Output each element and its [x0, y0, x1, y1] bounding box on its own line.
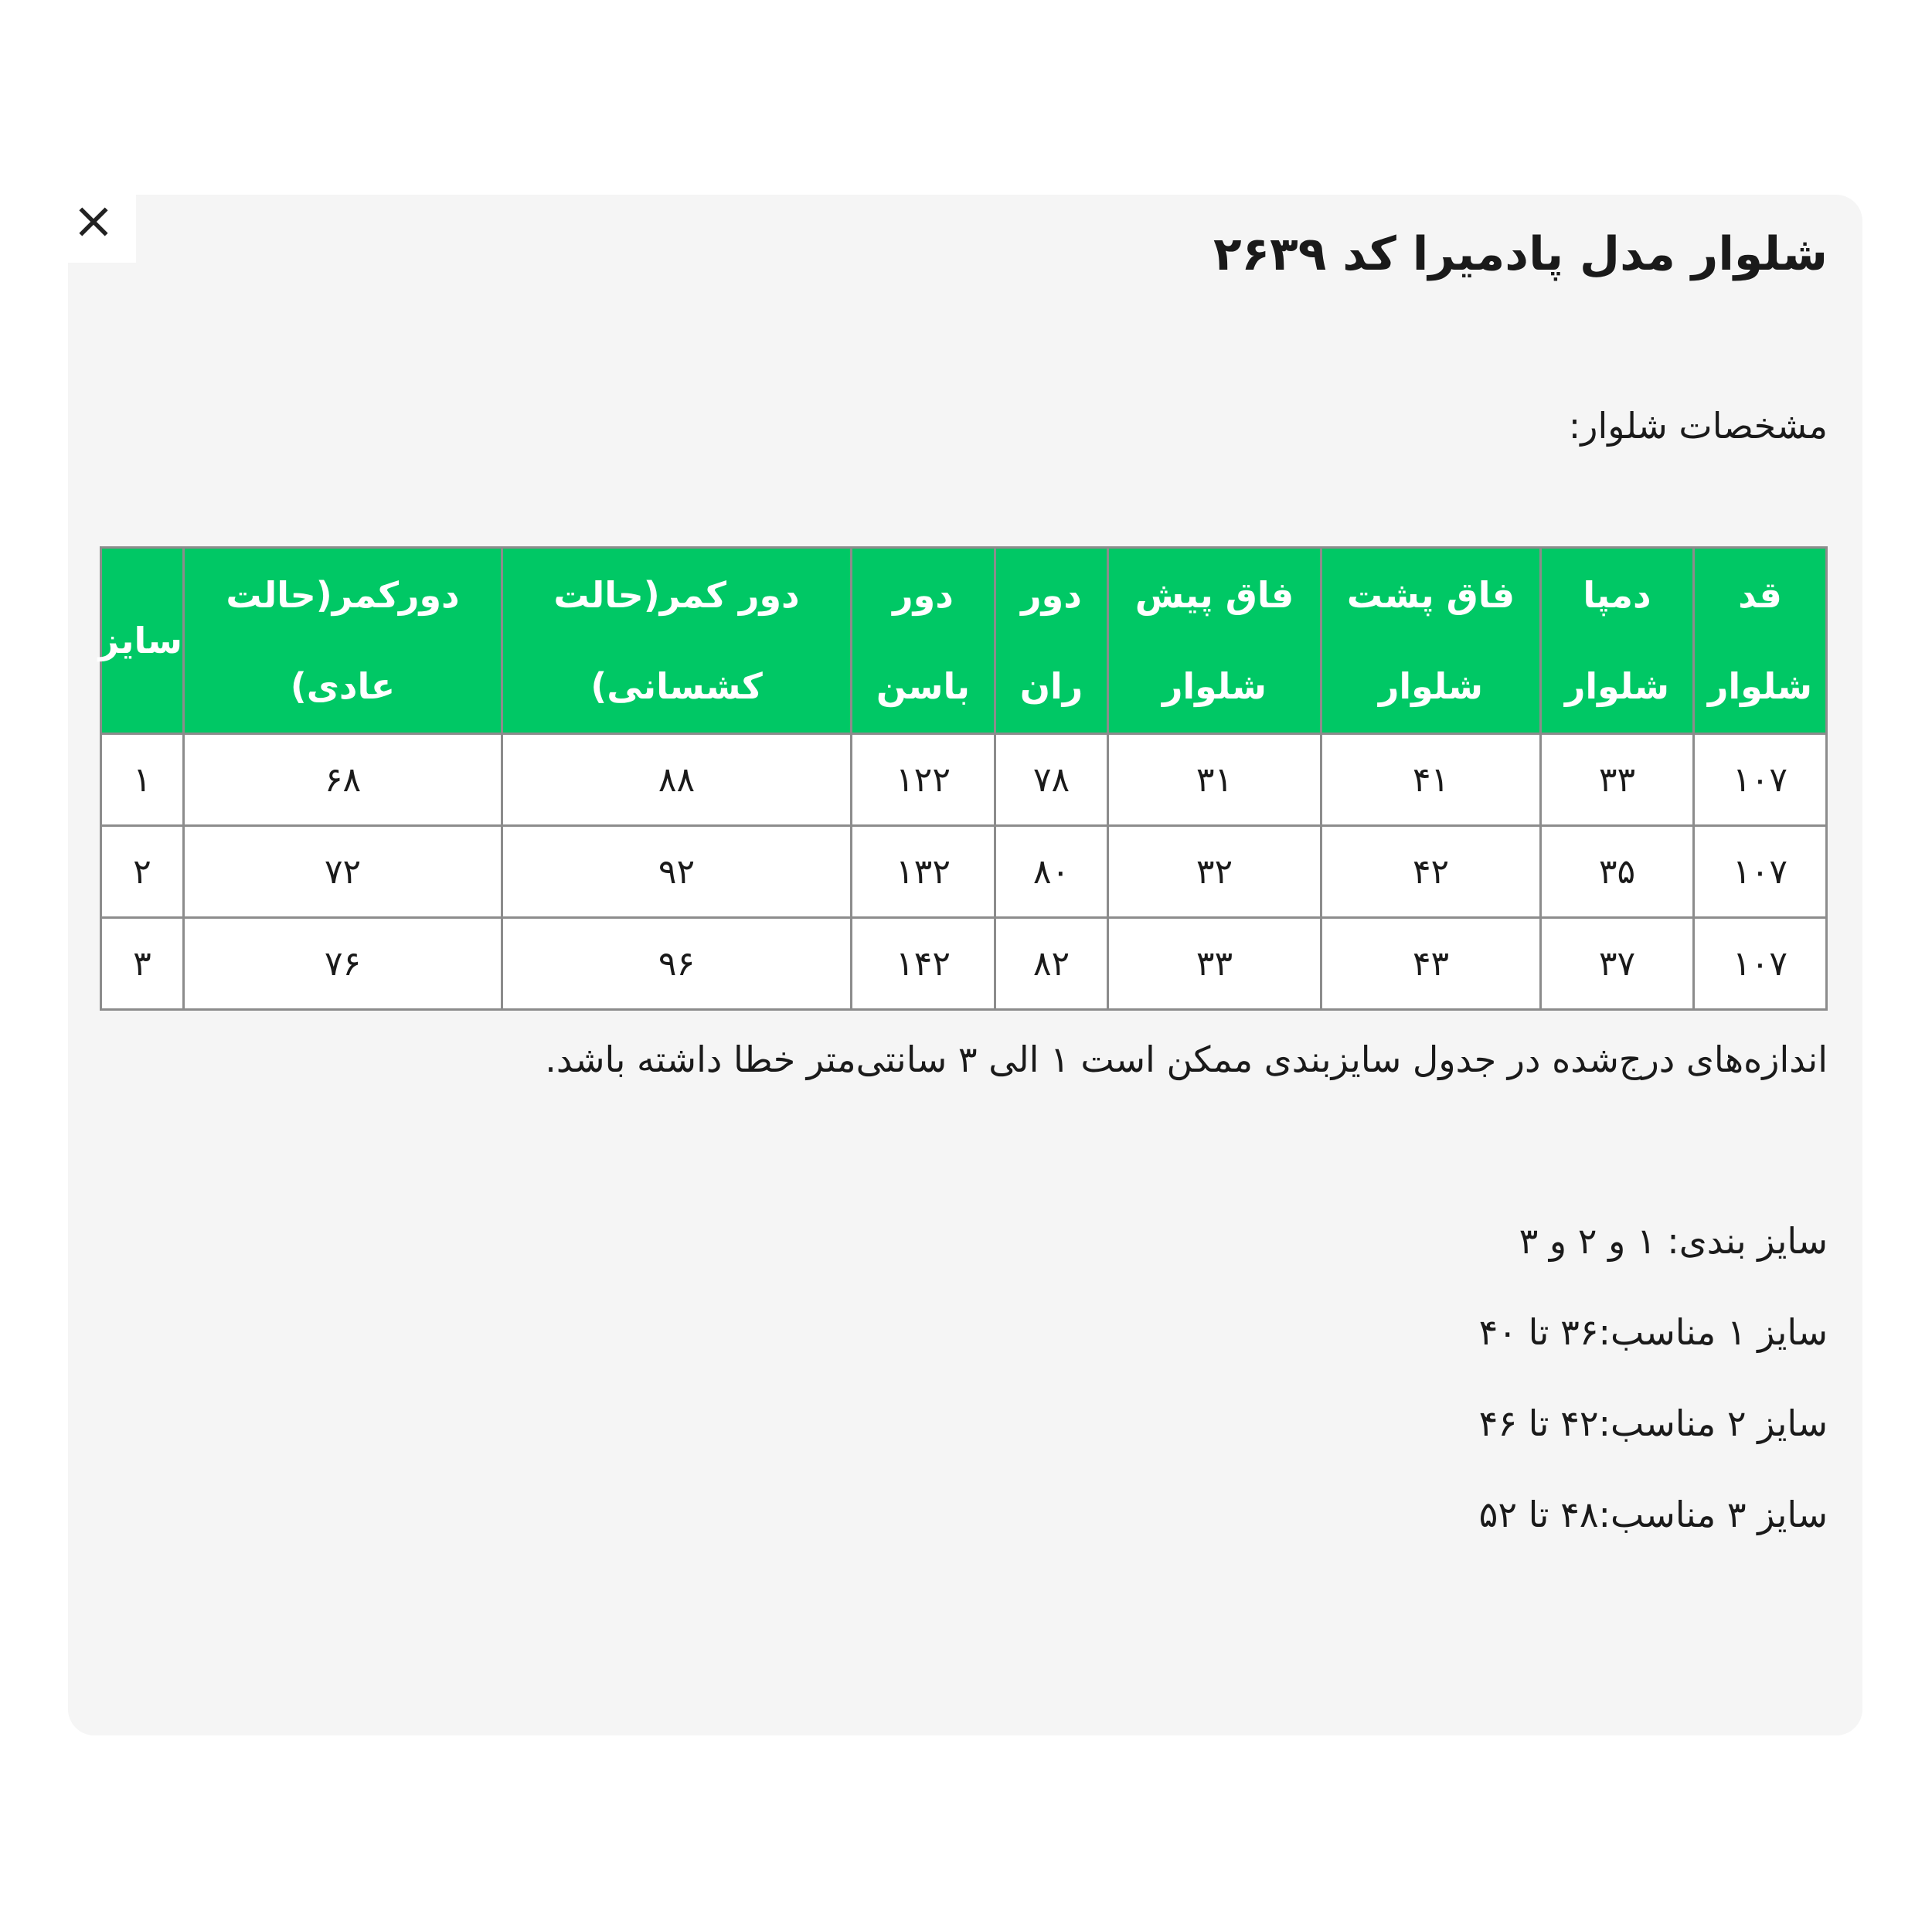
size-table [100, 546, 1828, 1011]
header-size: سایز [101, 548, 184, 734]
header-length: قد شلوار [1694, 548, 1827, 734]
size-info-line: سایز ۳ مناسب:۴۸ تا ۵۲ [1478, 1494, 1828, 1535]
close-icon [77, 206, 110, 238]
size-info-line: سایز ۱ مناسب:۳۶ تا ۴۰ [1478, 1311, 1828, 1353]
table-header-row [101, 548, 1827, 734]
specs-heading: مشخصات شلوار: [1568, 405, 1828, 447]
table-cell: ۱۳۲ [852, 826, 995, 918]
table-cell: ۴۲ [1321, 826, 1541, 918]
table-cell: ۳۷ [1541, 918, 1694, 1010]
table-cell: ۱۰۷ [1694, 918, 1827, 1010]
table-cell: ۳۲ [1108, 826, 1321, 918]
product-title: شلوار مدل پادمیرا کد ۲۶۳۹ [1213, 227, 1828, 281]
header-hem: دمپا شلوار [1541, 548, 1694, 734]
table-cell: ۳۳ [1541, 734, 1694, 826]
table-cell: ۳۳ [1108, 918, 1321, 1010]
table-cell: ۲ [101, 826, 184, 918]
header-waist-normal: دورکمر(حالت عادی) [184, 548, 502, 734]
table-cell: ۹۶ [502, 918, 852, 1010]
header-back-rise: فاق پشت شلوار [1321, 548, 1541, 734]
table-cell: ۱۴۲ [852, 918, 995, 1010]
measurement-note: اندازه‌های درج‌شده در جدول سایزبندی ممکن است ۱ الی ۳ سانتی‌متر خطا داشته باشد. [545, 1038, 1828, 1080]
size-info-list [1479, 1195, 1828, 1560]
table-cell: ۱ [101, 734, 184, 826]
table-cell: ۷۲ [184, 826, 502, 918]
table-cell: ۹۲ [502, 826, 852, 918]
size-info-line: سایز ۲ مناسب:۴۲ تا ۴۶ [1478, 1402, 1828, 1444]
size-info-line: سایز بندی: ۱ و ۲ و ۳ [1519, 1220, 1828, 1262]
table-cell: ۳ [101, 918, 184, 1010]
table-cell: ۸۰ [995, 826, 1108, 918]
table-cell: ۱۰۷ [1694, 826, 1827, 918]
table-cell: ۴۳ [1321, 918, 1541, 1010]
table-cell: ۷۸ [995, 734, 1108, 826]
table-cell: ۳۵ [1541, 826, 1694, 918]
table-cell: ۸۲ [995, 918, 1108, 1010]
table-cell: ۱۰۷ [1694, 734, 1827, 826]
table-cell: ۶۸ [184, 734, 502, 826]
table-row [101, 734, 1827, 826]
close-button[interactable] [68, 195, 136, 263]
table-row [101, 826, 1827, 918]
header-thigh: دور ران [995, 548, 1108, 734]
header-hip: دور باسن [852, 548, 995, 734]
table-cell: ۸۸ [502, 734, 852, 826]
table-cell: ۴۱ [1321, 734, 1541, 826]
table-row [101, 918, 1827, 1010]
header-waist-stretched: دور کمر(حالت کشسانی) [502, 548, 852, 734]
table-cell: ۱۲۲ [852, 734, 995, 826]
header-front-rise: فاق پیش شلوار [1108, 548, 1321, 734]
table-cell: ۷۶ [184, 918, 502, 1010]
table-cell: ۳۱ [1108, 734, 1321, 826]
